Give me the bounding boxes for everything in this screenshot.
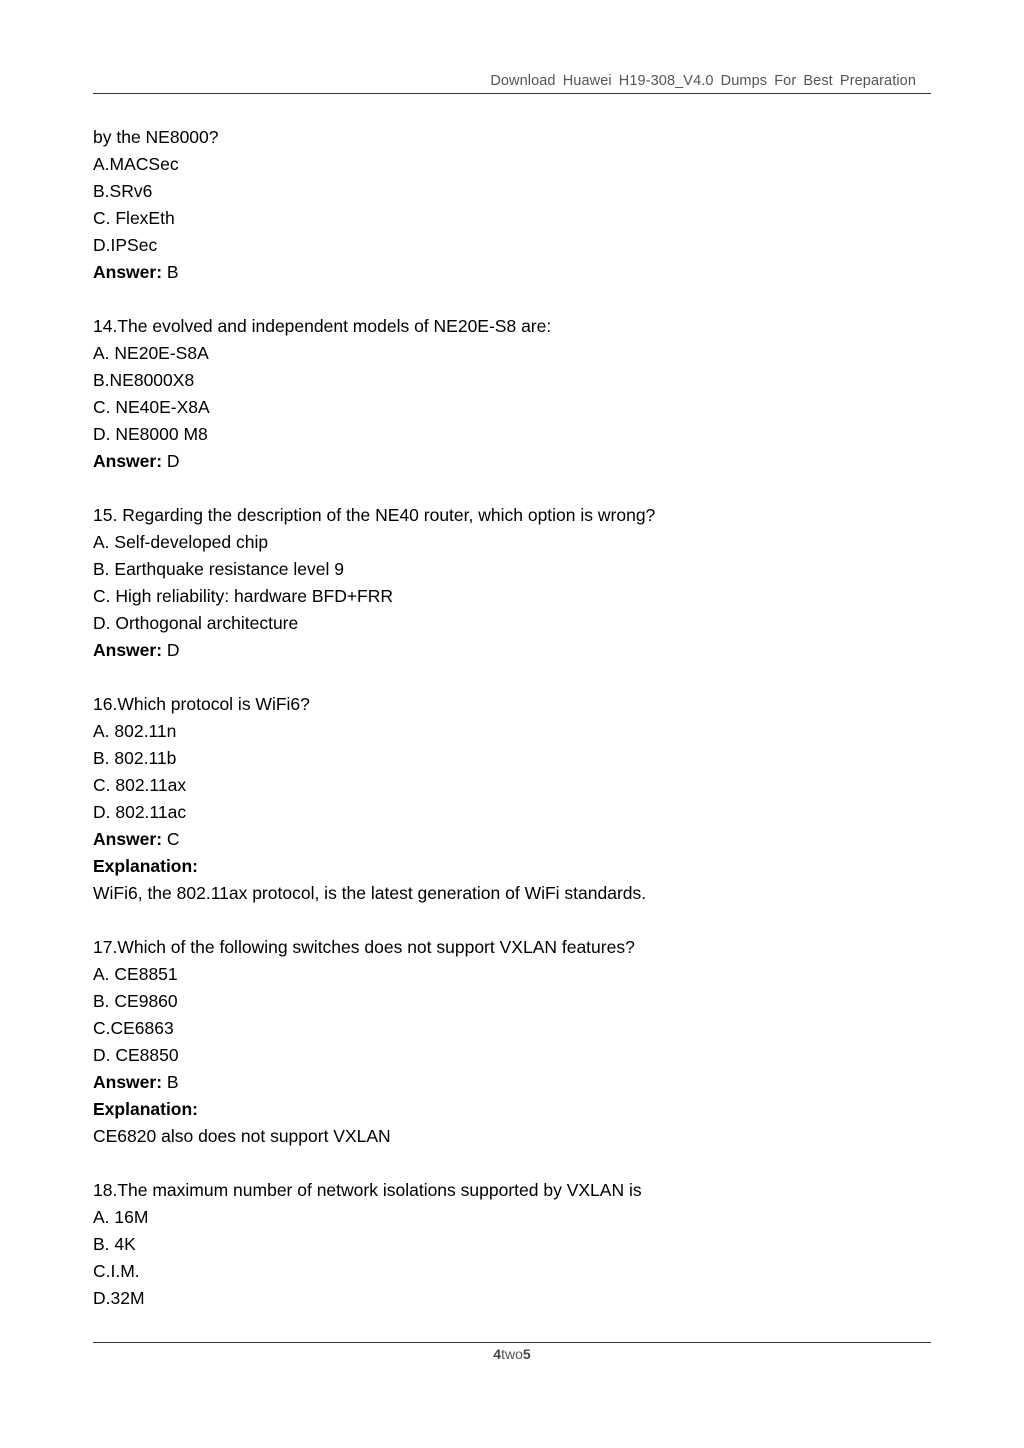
text-line: A. 802.11n — [93, 721, 177, 741]
line-value: D — [162, 451, 180, 471]
page-number — [0, 1346, 1024, 1362]
line-value: D — [162, 640, 180, 660]
question-block — [93, 934, 931, 1150]
line-label: Explanation: — [93, 1099, 199, 1119]
text-line: C. High reliability: hardware BFD+FRR — [93, 586, 394, 606]
page-current: 4 — [493, 1346, 502, 1362]
block-spacer — [93, 475, 931, 502]
line-value: B — [162, 1072, 179, 1092]
text-line: WiFi6, the 802.11ax protocol, is the latest generation of WiFi standards. — [93, 883, 647, 903]
text-line: CE6820 also does not support VXLAN — [93, 1126, 391, 1146]
text-line: 18.The maximum number of network isolations supported by VXLAN is — [93, 1180, 642, 1200]
text-line: 17.Which of the following switches does not support VXLAN features? — [93, 937, 635, 957]
question-block — [93, 313, 931, 475]
text-line: 14.The evolved and independent models of NE20E-S8 are: — [93, 316, 552, 336]
question-block — [93, 502, 931, 664]
answer-line — [93, 1069, 931, 1096]
line-value: B — [162, 262, 179, 282]
text-line: A.MACSec — [93, 154, 179, 174]
line-label: Answer: — [93, 640, 163, 660]
page-separator: two — [501, 1346, 523, 1362]
explanation-heading — [93, 853, 931, 880]
text-line: A. CE8851 — [93, 964, 178, 984]
document-body — [93, 124, 931, 1312]
answer-line — [93, 448, 931, 475]
text-line: B.NE8000X8 — [93, 370, 195, 390]
line-label: Answer: — [93, 451, 163, 471]
answer-line — [93, 259, 931, 286]
line-label: Answer: — [93, 829, 163, 849]
text-line: B. CE9860 — [93, 991, 178, 1011]
block-spacer — [93, 286, 931, 313]
text-line: C. FlexEth — [93, 208, 175, 228]
text-line: by the NE8000? — [93, 127, 219, 147]
explanation-heading — [93, 1096, 931, 1123]
line-label: Answer: — [93, 262, 163, 282]
text-line: 15. Regarding the description of the NE40 router, which option is wrong? — [93, 505, 656, 525]
text-line: D. NE8000 M8 — [93, 424, 208, 444]
text-line: D.32M — [93, 1288, 145, 1308]
block-spacer — [93, 664, 931, 691]
text-line: D. 802.11ac — [93, 802, 187, 822]
text-line: B. 802.11b — [93, 748, 177, 768]
text-line: C. NE40E-X8A — [93, 397, 210, 417]
text-line: C.I.M. — [93, 1261, 140, 1281]
text-line: A. NE20E-S8A — [93, 343, 209, 363]
block-spacer — [93, 907, 931, 934]
text-line: 16.Which protocol is WiFi6? — [93, 694, 310, 714]
page-header-title: Download Huawei H19-308_V4.0 Dumps For Best Preparation — [490, 73, 916, 89]
text-line: B. 4K — [93, 1234, 136, 1254]
page-total: 5 — [522, 1346, 531, 1362]
text-line: A. Self-developed chip — [93, 532, 269, 552]
text-line: B. Earthquake resistance level 9 — [93, 559, 344, 579]
text-line: B.SRv6 — [93, 181, 153, 201]
answer-line — [93, 637, 931, 664]
question-block — [93, 1177, 931, 1312]
line-value: C — [162, 829, 180, 849]
question-block — [93, 691, 931, 907]
text-line: A. 16M — [93, 1207, 149, 1227]
block-spacer — [93, 1150, 931, 1177]
header-divider — [93, 93, 931, 94]
text-line: D. CE8850 — [93, 1045, 179, 1065]
line-label: Answer: — [93, 1072, 163, 1092]
answer-line — [93, 826, 931, 853]
text-line: C. 802.11ax — [93, 775, 187, 795]
footer-divider — [93, 1342, 931, 1343]
text-line: C.CE6863 — [93, 1018, 174, 1038]
text-line: D.IPSec — [93, 235, 158, 255]
text-line: D. Orthogonal architecture — [93, 613, 299, 633]
line-label: Explanation: — [93, 856, 199, 876]
question-block — [93, 124, 931, 286]
